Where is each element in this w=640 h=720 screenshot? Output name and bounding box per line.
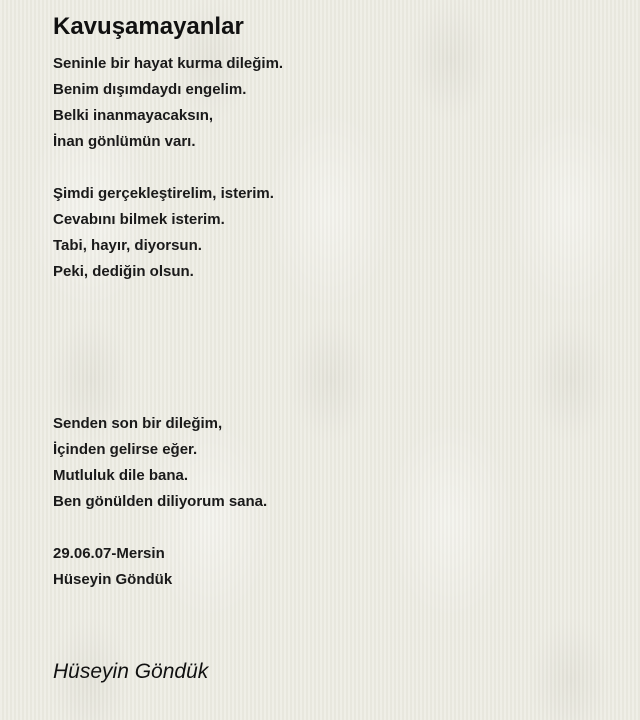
poem-line: Senden son bir dileğim,	[53, 415, 223, 432]
poem-line: Cevabını bilmek isterim.	[53, 211, 225, 228]
date-place: 29.06.07-Mersin	[53, 545, 165, 562]
author-name: Hüseyin Göndük	[53, 660, 209, 683]
poem-line: Seninle bir hayat kurma dileğim.	[53, 55, 284, 72]
poem-line: Tabi, hayır, diyorsun.	[53, 237, 202, 254]
poem-line: Peki, dediğin olsun.	[53, 263, 194, 280]
poem-signature-line: Hüseyin Göndük	[53, 571, 173, 588]
poem-line: Şimdi gerçekleştirelim, isterim.	[53, 185, 274, 202]
poem-line: Benim dışımdaydı engelim.	[53, 81, 247, 98]
poem-title: Kavuşamayanlar	[53, 13, 244, 40]
poem-line: İçinden gelirse eğer.	[53, 441, 198, 458]
poem-line: Mutluluk dile bana.	[53, 467, 189, 484]
poem-line: İnan gönlümün varı.	[53, 133, 196, 150]
poem-line: Ben gönülden diliyorum sana.	[53, 493, 268, 510]
poem-line: Belki inanmayacaksın,	[53, 107, 214, 124]
